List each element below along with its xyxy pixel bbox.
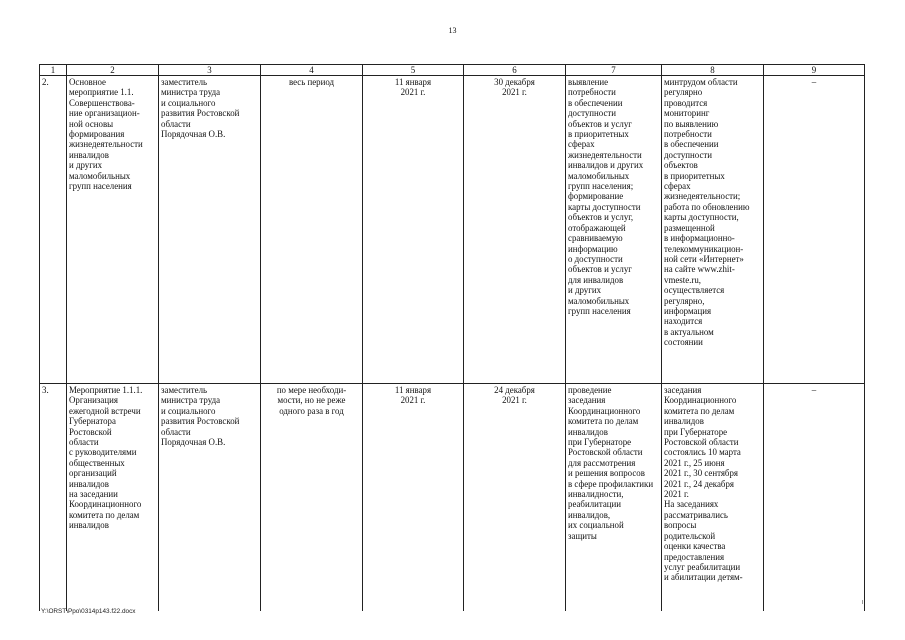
cell-line: сравниваемую [568,233,623,244]
cell-line: ние организацион- [69,108,140,119]
cell-line: маломобильных [568,170,630,181]
cell-line: развития Ростовской [161,108,240,119]
cell-line: и других [568,285,602,296]
cell-line: заседания [664,385,702,395]
margin-mark [862,600,863,604]
cell-line: групп населения [568,305,631,316]
cell-line: сферах [568,139,595,150]
period-cell [261,384,363,612]
cell-line: на сайте www.zhit- [664,264,735,275]
cell-line: в обеспечении [568,97,623,108]
cell-line: Порядочная О.В. [161,129,226,140]
file-path-footer: Y:\ORST\Ppo\0314p143.f22.docx [41,608,136,615]
cell-line: информация [664,305,712,316]
cell-line: потребности [664,129,712,140]
cell-line: весь период [288,77,335,87]
cell-line: комитета по делам [568,416,639,427]
cell-line: ной сети «Интернет» [664,253,744,264]
cell-line: родительской [664,530,716,541]
responsible-cell [159,76,261,384]
cell-line: министра труда [161,395,221,406]
cell-line: 2021 г., 30 сентября [664,468,738,479]
cell-line: минтрудом области [664,77,738,87]
cell-line: 11 января [394,385,432,395]
end-date-cell [464,384,566,612]
cell-line: Координационного [568,405,641,416]
cell-line: сферах [664,181,691,192]
cell-line: жизнедеятельности; [664,191,741,202]
cell-line: Координационного [664,395,737,406]
table-row [40,76,865,384]
cell-line: инвалидов [69,149,109,160]
cell-line: заместитель [161,385,208,395]
cell-line: инвалидов [69,478,109,489]
cell-line: Координационного [69,499,142,510]
row-number: 3. [40,384,67,612]
cell-line: 2021 г. [400,395,426,406]
cell-line: объектов и услуг [568,118,632,129]
cell-line: развития Ростовской [161,416,240,427]
cell-line: инвалидов [568,426,608,437]
cell-line: ежегодной встречи [69,405,141,416]
cell-line: 2021 г., 25 июня [664,457,725,468]
cell-line: 30 декабря [494,77,535,87]
cell-line: 2021 г. [664,489,689,500]
cell-line: в обеспечении [664,139,719,150]
cell-line: состоялись 10 марта [664,447,741,458]
cell-line: в приоритетных [664,170,725,181]
cell-line: групп населения; [568,181,634,192]
cell-line: Ростовской [69,426,112,437]
cell-line: и социального [161,97,216,108]
start-date-cell [363,384,464,612]
cell-line: объектов и услуг [568,264,632,275]
cell-line: Ростовской области [664,437,739,448]
cell-line: инвалидности, [568,489,624,500]
cell-line: на заседании [69,489,118,500]
cell-line: по мере необходи- [276,385,347,395]
note-cell: – [764,76,865,384]
cell-line: и других [69,160,103,171]
page-number: 13 [448,26,457,35]
activity-cell [67,76,159,384]
col-header: 4 [261,65,363,76]
cell-line: мониторинг [664,108,710,119]
col-header: 6 [464,65,566,76]
cell-line: по выявлению [664,118,719,129]
cell-line: состоянии [664,337,703,348]
cell-line: в сфере профилактики [568,478,654,489]
cell-line: инвалидов [664,416,704,427]
cell-line: при Губернаторе [664,426,728,437]
actual-result-cell [662,76,764,384]
cell-line: при Губернаторе [568,437,632,448]
start-date-cell [363,76,464,384]
cell-line: 11 января [394,77,432,87]
cell-line: 2021 г. [400,87,426,98]
cell-line: заместитель [161,77,208,87]
cell-line: проведение [568,385,612,395]
cell-line: Основное [69,77,106,87]
cell-line: рассматривались [664,509,728,520]
cell-line: и абилитации детям- [664,572,743,583]
cell-line: мероприятие 1.1. [69,87,134,98]
col-header: 7 [566,65,662,76]
col-header: 1 [40,65,67,76]
col-header: 8 [662,65,764,76]
cell-line: доступности [568,108,617,119]
report-table [39,64,865,611]
period-cell [261,76,363,384]
table-row [40,384,865,612]
cell-line: области [69,437,99,448]
cell-line: реабилитации [568,499,622,510]
cell-line: услуг реабилитации [664,561,741,572]
expected-result-cell [566,76,662,384]
cell-line: Мероприятие 1.1.1. [69,385,143,395]
cell-line: объектов [664,160,698,171]
cell-line: и социального [161,405,216,416]
cell-line: выявление [568,77,609,87]
cell-line: потребности [568,87,616,98]
cell-line: в приоритетных [568,129,629,140]
cell-line: для инвалидов [568,274,624,285]
actual-result-cell [662,384,764,612]
cell-line: Совершенствова- [69,97,135,108]
cell-line: вопросы [664,520,697,531]
cell-line: для рассмотрения [568,457,636,468]
row-number: 2. [40,76,67,384]
cell-line: инвалидов [69,520,109,531]
cell-line: жизнедеятельности [568,149,642,160]
cell-line: 2021 г. [502,395,527,406]
cell-line: области [161,426,191,437]
cell-line: доступности [664,149,713,160]
cell-line: защиты [568,530,597,541]
cell-line: о доступности [568,253,623,264]
cell-line: Губернатора [69,416,116,427]
cell-line: работа по обновлению [664,201,750,212]
cell-line: карты доступности, [664,212,739,223]
cell-line: регулярно [664,87,703,98]
cell-line: и решения вопросов [568,468,645,479]
cell-line: 24 декабря [494,385,535,395]
cell-line: телекоммуникацион- [664,243,744,254]
expected-result-cell [566,384,662,612]
cell-line: одного раза в год [279,405,344,416]
cell-line: Ростовской области [568,447,643,458]
cell-line: заседания [568,395,606,406]
col-header: 9 [764,65,865,76]
header-row [40,65,865,76]
cell-line: vmeste.ru, [664,274,701,285]
cell-line: информацию [568,243,618,254]
cell-line: министра труда [161,87,221,98]
cell-line: их социальной [568,520,624,531]
cell-line: проводится [664,97,708,108]
cell-line: жизнедеятельности [69,139,143,150]
cell-line: предоставления [664,551,725,562]
cell-line: размещенной [664,222,715,233]
cell-line: формирование [568,191,624,202]
cell-line: инвалидов и других [568,160,644,171]
responsible-cell [159,384,261,612]
cell-line: На заседаниях [664,499,719,510]
cell-line: маломобильных [568,295,630,306]
cell-line: карты доступности [568,201,641,212]
cell-line: Порядочная О.В. [161,437,226,448]
cell-line: общественных [69,457,125,468]
col-header: 3 [159,65,261,76]
cell-line: оценки качества [664,541,726,552]
cell-line: в актуальном [664,326,714,337]
col-header: 5 [363,65,464,76]
cell-line: маломобильных [69,170,131,181]
cell-line: с руководителями [69,447,137,458]
cell-line: осуществляется [664,285,725,296]
cell-line: объектов и услуг, [568,212,634,223]
cell-line: области [161,118,191,129]
cell-line: Организация [69,395,118,406]
col-header: 2 [67,65,159,76]
cell-line: 2021 г. [502,87,527,98]
cell-line: комитета по делам [664,405,735,416]
cell-line: находится [664,316,703,327]
cell-line: ной основы [69,118,114,129]
cell-line: инвалидов, [568,509,611,520]
cell-line: отображающей [568,222,626,233]
cell-line: 2021 г., 24 декабря [664,478,734,489]
cell-line: в информационно- [664,233,735,244]
cell-line: организаций [69,468,117,479]
note-cell: – [764,384,865,612]
cell-line: регулярно, [664,295,705,306]
activity-cell [67,384,159,612]
cell-line: комитета по делам [69,509,140,520]
cell-line: групп населения [69,181,132,192]
end-date-cell [464,76,566,384]
cell-line: мости, но не реже [277,395,346,406]
cell-line: формирования [69,129,125,140]
